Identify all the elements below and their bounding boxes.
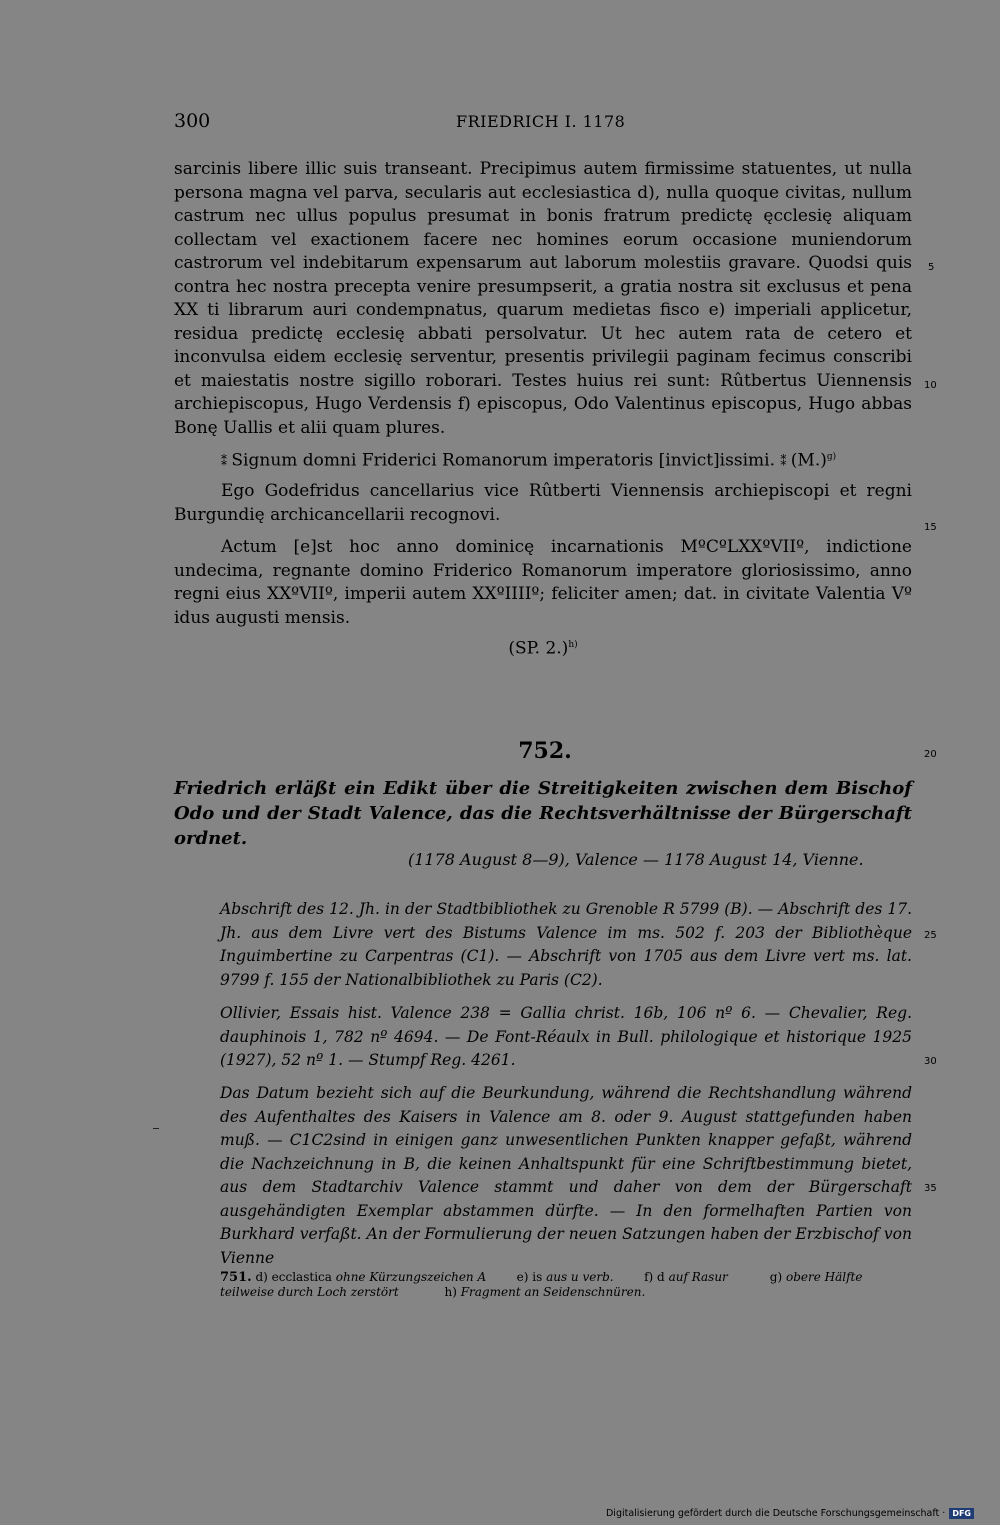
editions-paragraph: Ollivier, Essais hist. Valence 238 = Gallia christ. 16b, 106 nº 6. — Chevalier, Reg. dauphinois 1, 782 nº 4694. — De Font-Réaulx in Bull. philologique et historique 1925 (1927), 52 nº 1. — Stumpf Reg. 4261. bbox=[220, 1004, 912, 1069]
copies-paragraph: Abschrift des 12. Jh. in der Stadtbibliothek zu Grenoble R 5799 (B). — Abschrift des 17. Jh. aus dem Livre vert des Bistums Valence im ms. 502 f. 203 der Bibliothèque Inguimbertine zu Carpentras (C1). — Abschrift von 1705 aus dem Livre vert ms. lat. 9799 f. 155 der Nationalbibliothek zu Paris (C2). bbox=[220, 900, 912, 989]
footnote-d-label: d) ecclastica bbox=[255, 1270, 332, 1284]
footnotes bbox=[220, 1270, 912, 1300]
digitization-credit bbox=[606, 1508, 974, 1519]
chrismon-mark: ⁑ bbox=[221, 454, 226, 469]
commentary-paragraph: Das Datum bezieht sich auf die Beurkundung, während die Rechtshandlung während des Aufenthaltes des Kaisers in Valence am 8. oder 9. August stattgefunden haben muß. — C1C2sind in einigen ganz unwesentlichen Punkten knapper gefaßt, während die Nachzeichnung in B, die keinen Anhaltspunkt für eine Schriftbestimmung bietet, aus dem Stadtarchiv Valence stammt und daher von dem der Bürgerschaft ausgehändigten Exemplar abstammen dürfte. — In den formelhaften Partien von Burkhard verfaßt. An der Formulierung der neuen Satzungen haben der Erzbischof von Vienne bbox=[220, 1084, 912, 1267]
credit-text: Digitalisierung gefördert durch die Deutsche Forschungsgemeinschaft · bbox=[605, 1508, 946, 1519]
line-number-15: 15 bbox=[924, 522, 937, 533]
signum-seal: (M.) bbox=[790, 450, 827, 471]
sp-text: (SP. 2.) bbox=[508, 638, 569, 659]
document-date: (1178 August 8—9), Valence — 1178 August 14, Vienne. bbox=[408, 850, 864, 869]
margin-tick bbox=[153, 1128, 159, 1129]
signum-text: Signum domni Friderici Romanorum imperatoris [invict]issimi. bbox=[231, 450, 775, 471]
footnote-ref: 751. bbox=[220, 1270, 252, 1285]
document-title: Friedrich erläßt ein Edikt über die Streitigkeiten zwischen dem Bischof Odo und der Stadt Valence, das die Rechtsverhältnisse der Bürgerschaft ordnet. bbox=[174, 778, 912, 849]
line-number-10: 10 bbox=[924, 380, 937, 391]
monogram-mark: ⁑ bbox=[780, 454, 786, 469]
line-number-20: 20 bbox=[924, 749, 937, 760]
line-number-5: 5 bbox=[928, 262, 935, 273]
line-number-25: 25 bbox=[924, 930, 937, 941]
paragraph-main: sarcinis libere illic suis transeant. Precipimus autem firmissime statuentes, ut nulla persona magna vel parva, secularis aut ecclesiastica d), nulla quoque civitas, nullum castrum nec ullus populus presumat in bonis fratrum predictę ęcclesię aliquam collectam vel exactionem facere nec homines eorum occasione muniendorum castrorum vel indebitarum expensarum aut laborum molestiis gravare. Quodsi quis contra hec nostra precepta venire presumpserit, a gratia nostra sit exclusus et pena XX ti librarum auri condempnatus, quarum medietas fisco e) imperiali applicetur, residua predictę ecclesię abbati persolvatur. Ut hec autem rata de cetero et inconvulsa eidem ecclesię serventur, presentis privilegii paginam fecimus conscribi et maiestatis nostre sigillo roborari. Testes huius rei sunt: Rûtbertus Uiennensis archiepiscopus, Hugo Verdensis f) episcopus, Odo Valentinus episcopus, Hugo abbas Bonę Uallis et alii quam plures. bbox=[174, 159, 912, 438]
line-number-35: 35 bbox=[924, 1183, 937, 1194]
sp-note: h) bbox=[568, 640, 578, 651]
recognition: Ego Godefridus cancellarius vice Rûtberti Viennensis archiepiscopi et regni Burgundię archicancellarii recognovi. bbox=[174, 481, 912, 525]
line-number-30: 30 bbox=[924, 1056, 937, 1067]
footnote-e-label: e) is bbox=[516, 1270, 543, 1284]
footnote-d-text: ohne Kürzungszeichen A bbox=[335, 1270, 487, 1284]
sp-line bbox=[174, 634, 912, 661]
footnote-f-label: f) d bbox=[644, 1270, 665, 1284]
running-title: FRIEDRICH I. 1178 bbox=[456, 112, 626, 131]
dfg-logo: DFG bbox=[949, 1508, 974, 1519]
footnote-f-text: auf Rasur bbox=[668, 1270, 728, 1284]
document-number: 752. bbox=[518, 738, 572, 764]
signum-note: g) bbox=[826, 452, 837, 462]
page-number: 300 bbox=[174, 110, 211, 132]
signum-line bbox=[174, 446, 912, 474]
footnote-g-label: g) bbox=[769, 1270, 783, 1284]
footnote-h-label: h) bbox=[444, 1285, 457, 1299]
main-text bbox=[174, 158, 912, 661]
footnote-h-text: Fragment an Seidenschnüren. bbox=[460, 1285, 646, 1299]
actum: Actum [e]st hoc anno dominicę incarnationis MºCºLXXºVIIº, indictione undecima, regnante domino Friderico Romanorum imperatore gloriosissimo, anno regni eius XXºVIIº, imperii autem XXºIIIIº; feliciter amen; dat. in civitate Valentia Vº idus augusti mensis. bbox=[174, 537, 912, 628]
footnote-g-text: obere Hälfte teilweise durch Loch zerstört bbox=[220, 1270, 863, 1299]
footnote-e-text: aus u verb. bbox=[546, 1270, 614, 1284]
